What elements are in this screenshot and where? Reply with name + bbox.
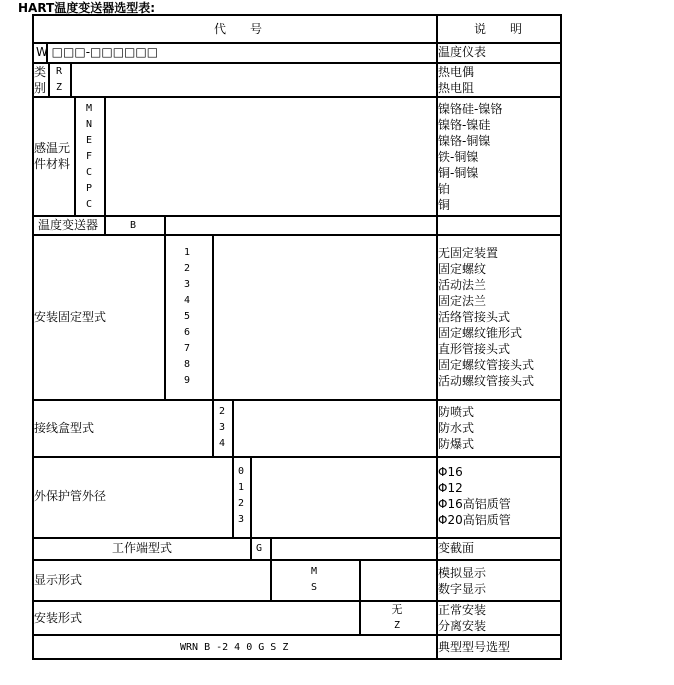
desc-item: 活动螺纹管接头式 <box>438 374 535 388</box>
row-divider <box>32 96 562 98</box>
code-item: M <box>310 566 318 577</box>
code-item: 3 <box>218 422 226 433</box>
mounting-label: 安装固定型式 <box>34 310 107 324</box>
desc-item: 数字显示 <box>438 582 487 596</box>
install-descs <box>438 602 486 634</box>
desc-item: 无固定装置 <box>438 246 499 260</box>
work-end-label: 工作端型式 <box>112 541 173 555</box>
junction-box-label: 接线盒型式 <box>34 421 95 435</box>
code-item: Z <box>55 82 63 93</box>
display-codes <box>307 564 321 596</box>
code-item: 6 <box>183 327 191 338</box>
w-code: W □□□-□□□□□□ <box>36 45 159 59</box>
cell-divider <box>359 559 361 600</box>
desc-item: 正常安装 <box>438 603 487 617</box>
mounting-codes <box>180 245 194 389</box>
cell-divider <box>164 215 166 234</box>
element-label: 感温元件材料 <box>34 141 71 171</box>
desc-item: 镍铬硅-镍铬 <box>438 102 503 116</box>
sheath-codes <box>234 464 248 528</box>
code-item: 无 <box>391 603 403 616</box>
desc-item: 分离安装 <box>438 619 487 633</box>
cell-divider <box>164 234 166 399</box>
cell-divider <box>232 399 234 456</box>
row-divider <box>32 456 562 458</box>
code-item: N <box>85 119 93 130</box>
desc-item: 活动法兰 <box>438 278 487 292</box>
desc-item: 防水式 <box>438 421 475 435</box>
code-item: 3 <box>183 279 191 290</box>
junction-box-descs <box>438 404 474 452</box>
row-divider <box>32 62 562 64</box>
code-item: 2 <box>183 263 191 274</box>
category-codes <box>52 64 66 96</box>
row-divider <box>32 234 562 236</box>
cell-divider <box>74 96 76 215</box>
cell-divider <box>104 215 106 234</box>
category-label: 类别 <box>34 65 47 95</box>
transmitter-code: B <box>130 220 137 231</box>
desc-item: Φ16高铝质管 <box>438 497 511 511</box>
work-end-code: G <box>256 543 263 554</box>
example-desc: 典型型号选型 <box>438 640 511 654</box>
desc-item: 防爆式 <box>438 437 475 451</box>
desc-item: 铁-铜镍 <box>438 150 479 164</box>
code-item: 7 <box>183 343 191 354</box>
code-item: 8 <box>183 359 191 370</box>
example-code: WRN B -2 4 0 G S Z <box>180 642 289 653</box>
code-item: 9 <box>183 375 191 386</box>
row-divider <box>32 537 562 539</box>
cell-divider <box>270 537 272 559</box>
code-item: 0 <box>237 466 245 477</box>
junction-box-codes <box>215 404 229 452</box>
cell-divider <box>212 399 214 456</box>
transmitter-label: 温度变送器 <box>38 218 99 232</box>
desc-item: 固定螺纹 <box>438 262 487 276</box>
cell-divider <box>359 600 361 634</box>
code-item: P <box>85 183 93 194</box>
desc-item: 固定螺纹管接头式 <box>438 358 535 372</box>
page-title: HART温度变送器选型表: <box>18 1 156 15</box>
work-end-desc: 变截面 <box>438 541 475 555</box>
desc-item: 镍铬-镍硅 <box>438 118 491 132</box>
desc-item: 铜-铜镍 <box>438 166 479 180</box>
mounting-descs <box>438 245 534 389</box>
code-item: M <box>85 103 93 114</box>
row-divider <box>32 215 562 217</box>
desc-item: 热电阻 <box>438 81 475 95</box>
display-label: 显示形式 <box>34 573 83 587</box>
code-item: 4 <box>218 438 226 449</box>
row-divider <box>32 559 562 561</box>
code-item: E <box>85 135 93 146</box>
sheath-descs <box>438 464 511 528</box>
sheath-label: 外保护管外径 <box>34 489 107 503</box>
element-codes <box>80 101 98 213</box>
desc-item: 防喷式 <box>438 405 475 419</box>
desc-item: 模拟显示 <box>438 566 487 580</box>
element-descs <box>438 101 502 213</box>
desc-header: 说 明 <box>474 22 523 36</box>
code-item: 4 <box>183 295 191 306</box>
desc-item: 固定法兰 <box>438 294 487 308</box>
desc-item: 直形管接头式 <box>438 342 511 356</box>
cell-divider <box>270 559 272 600</box>
code-header: 代 号 <box>214 22 263 36</box>
code-item: 3 <box>237 514 245 525</box>
desc-item: 活络管接头式 <box>438 310 511 324</box>
cell-divider <box>104 96 106 215</box>
cell-divider <box>48 62 50 96</box>
code-item: 2 <box>218 406 226 417</box>
code-item: 5 <box>183 311 191 322</box>
desc-item: Φ20高铝质管 <box>438 513 511 527</box>
desc-item: 铜 <box>438 198 451 212</box>
code-item: C <box>85 167 93 178</box>
cell-divider <box>212 234 214 399</box>
code-item: 1 <box>183 247 191 258</box>
code-item: C <box>85 199 93 210</box>
row-divider <box>32 634 562 636</box>
code-item: Z <box>393 620 401 631</box>
code-item: R <box>55 66 63 77</box>
desc-item: 固定螺纹锥形式 <box>438 326 523 340</box>
install-codes <box>388 602 406 634</box>
code-item: 2 <box>237 498 245 509</box>
row-divider <box>32 399 562 401</box>
install-label: 安装形式 <box>34 611 83 625</box>
cell-divider <box>250 456 252 537</box>
code-item: S <box>310 582 318 593</box>
code-item: F <box>85 151 93 162</box>
code-item: 1 <box>237 482 245 493</box>
desc-item: 镍铬-铜镍 <box>438 134 491 148</box>
desc-item: Φ16 <box>438 465 463 479</box>
w-desc: 温度仪表 <box>438 45 487 59</box>
category-descs <box>438 64 474 96</box>
desc-item: 铂 <box>438 182 451 196</box>
desc-item: 热电偶 <box>438 65 475 79</box>
cell-divider <box>70 62 72 96</box>
desc-item: Φ12 <box>438 481 463 495</box>
cell-divider <box>250 537 252 559</box>
display-descs <box>438 565 486 597</box>
